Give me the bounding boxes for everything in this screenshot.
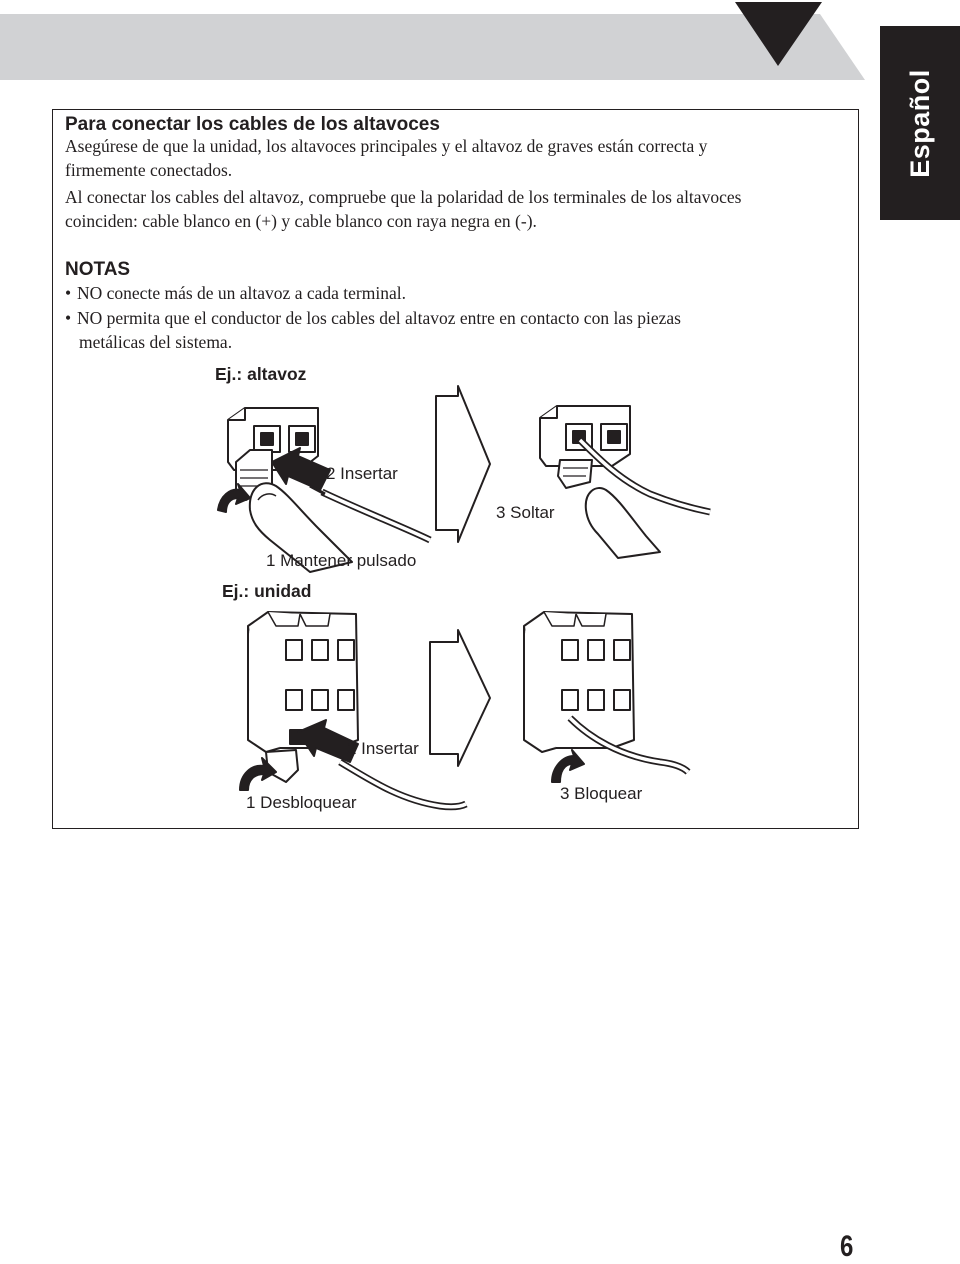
bullet: • [65,308,72,328]
speaker-step-3-label: 3 Soltar [496,503,555,522]
paragraph-2-line-2: coinciden: cable blanco en (+) y cable blanco con raya negra en (-). [65,211,537,231]
unit-step-3-label: 3 Bloquear [560,784,643,803]
language-tab-label: Español [904,68,935,178]
section-title: Para conectar los cables de los altavoces [65,114,440,135]
speaker-step-1-label: 1 Mantener pulsado [266,551,417,570]
unit-step-1-label: 1 Desbloquear [246,793,357,812]
unit-diagram-title: Ej.: unidad [222,581,312,601]
note-item-1-text: NO conecte más de un altavoz a cada terminal. [77,283,406,303]
unit-step-2-label: 2 Insertar [347,739,419,758]
paragraph-1-line-1: Asegúrese de que la unidad, los altavoces principales y el altavoz de graves están correcta y [65,136,708,156]
note-item-2-text: NO permita que el conductor de los cables del altavoz entre en contacto con las piezas [77,308,681,328]
note-item-2-continuation: metálicas del sistema. [79,332,233,352]
speaker-diagram-title: Ej.: altavoz [215,364,307,384]
speaker-step-2-label: 2 Insertar [326,464,398,483]
notes-title: NOTAS [65,259,131,280]
paragraph-2-line-1: Al conectar los cables del altavoz, compruebe que la polaridad de los terminales de los altavoces [65,187,742,207]
bullet: • [65,283,72,303]
paragraph-1-line-2: firmemente conectados. [65,160,233,180]
page-number: 6 [840,1230,854,1263]
